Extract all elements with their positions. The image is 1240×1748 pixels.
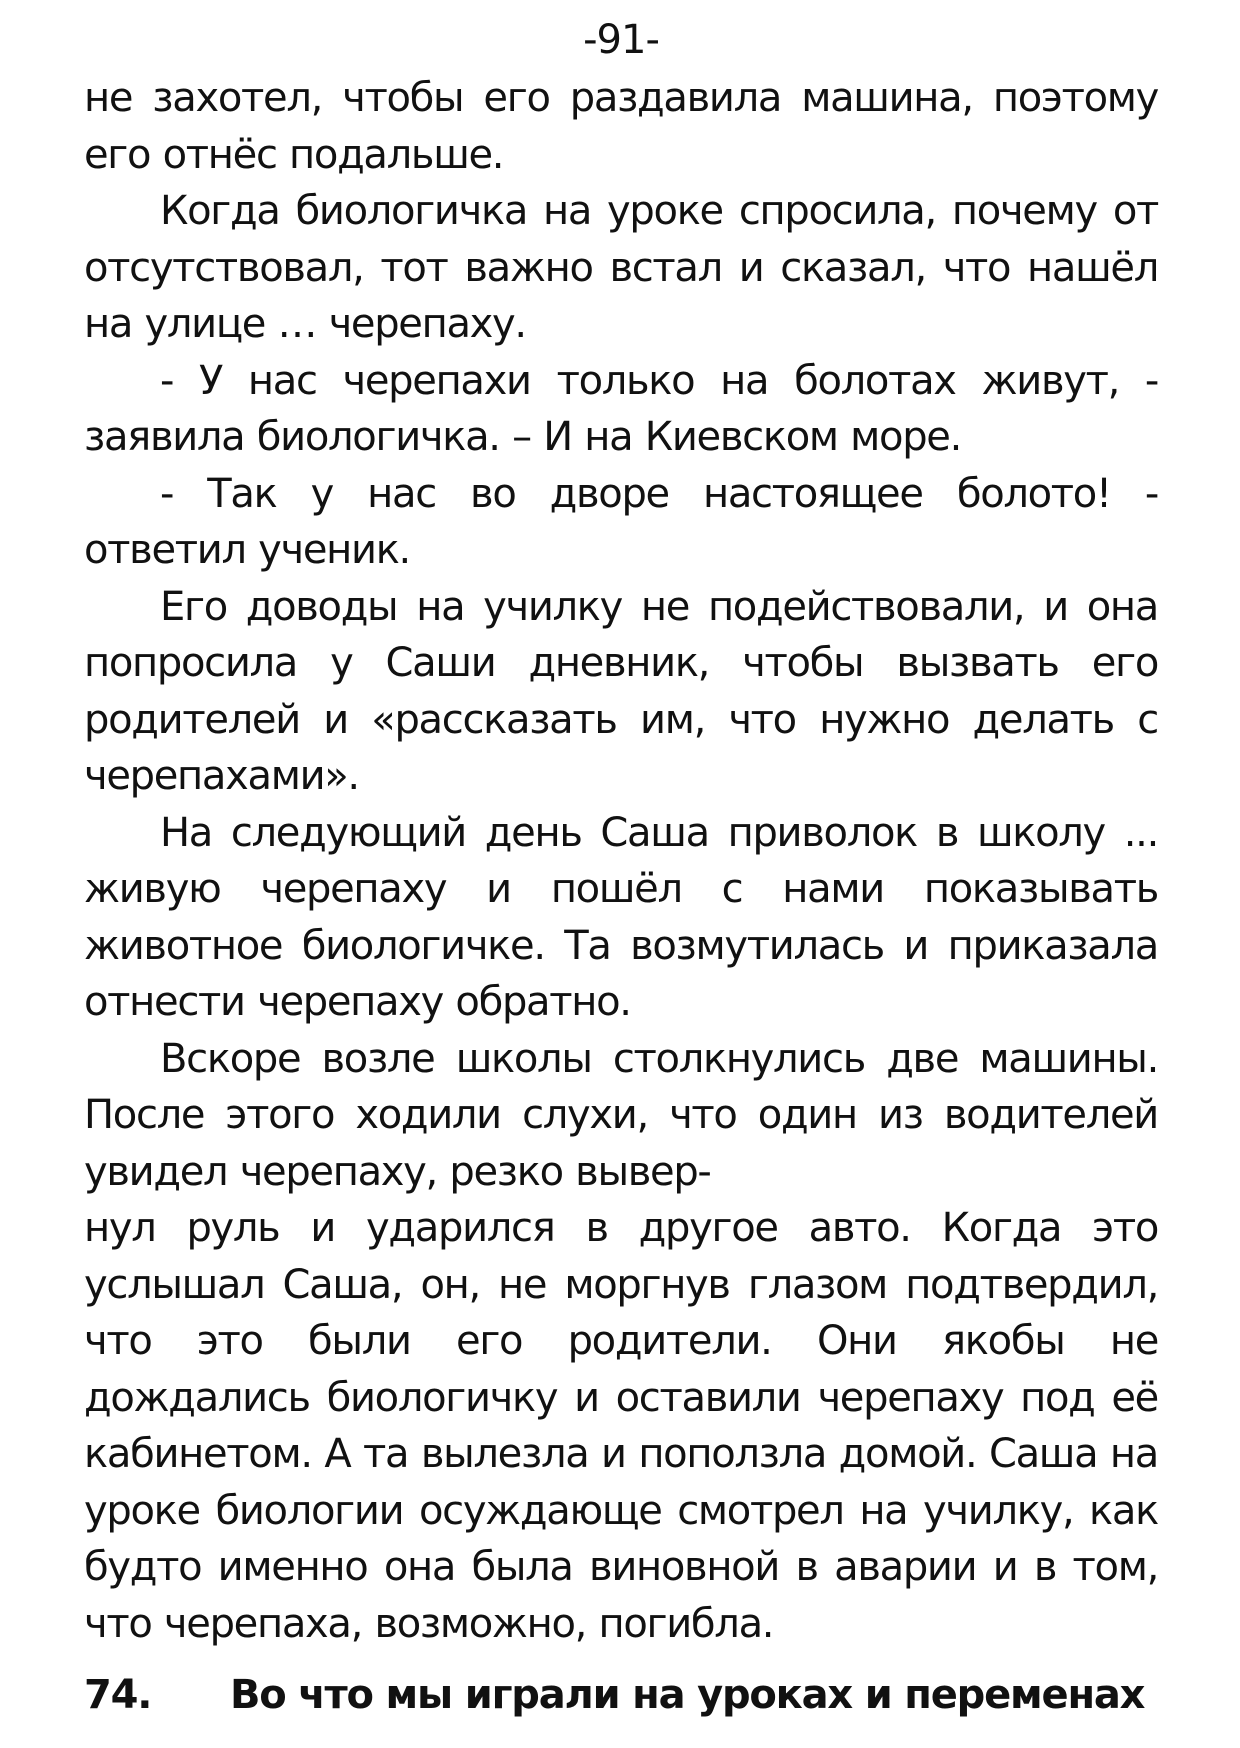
section-heading-number: 74. xyxy=(84,1672,152,1718)
body-text xyxy=(84,70,1158,1652)
document-page xyxy=(84,10,1158,1724)
paragraph-1: не захотел, чтобы его раздавила машина, поэтому его отнёс подальше. xyxy=(84,75,1158,178)
paragraph-4: - Так у нас во дворе настоящее болото! - ответил ученик. xyxy=(84,470,1158,573)
paragraph-2: Когда биологичка на уроке спросила, почему от отсутствовал, тот важно встал и сказал, что нашёл на улице … черепаху. xyxy=(84,188,1158,347)
paragraph-3: - У нас черепахи только на болотах живут, - заявила биологичка. – И на Киевском море. xyxy=(84,357,1158,460)
paragraph-6: На следующий день Саша приволок в школу ... живую черепаху и пошёл с нами показывать животное биологичке. Та возмутилась и приказала отнести черепаху обратно. xyxy=(84,809,1158,1025)
page-number: -91- xyxy=(583,17,659,63)
section-heading xyxy=(84,1666,1158,1724)
paragraph-8: нул руль и ударился в другое авто. Когда это услышал Саша, он, не моргнув глазом подтвердил, что это были его родители. Они якобы не дождались биологичку и оставили черепаху под её кабинетом. А та вылезла и поползла домой. Саша на уроке биологии осуждающе смотрел на училку, как будто именно она была виновной в аварии и в том, что черепаха, возможно, погибла. xyxy=(84,1205,1158,1647)
section-heading-title: Во что мы играли на уроках и переменах xyxy=(230,1672,1145,1718)
paragraph-7: Вскоре возле школы столкнулись две машины. После этого ходили слухи, что один из водителей увидел черепаху, резко вывер- xyxy=(84,1035,1158,1195)
paragraph-5: Его доводы на училку не подействовали, и она попросила у Саши дневник, чтобы вызвать его родителей и «рассказать им, что нужно делать с черепахами». xyxy=(84,583,1158,799)
